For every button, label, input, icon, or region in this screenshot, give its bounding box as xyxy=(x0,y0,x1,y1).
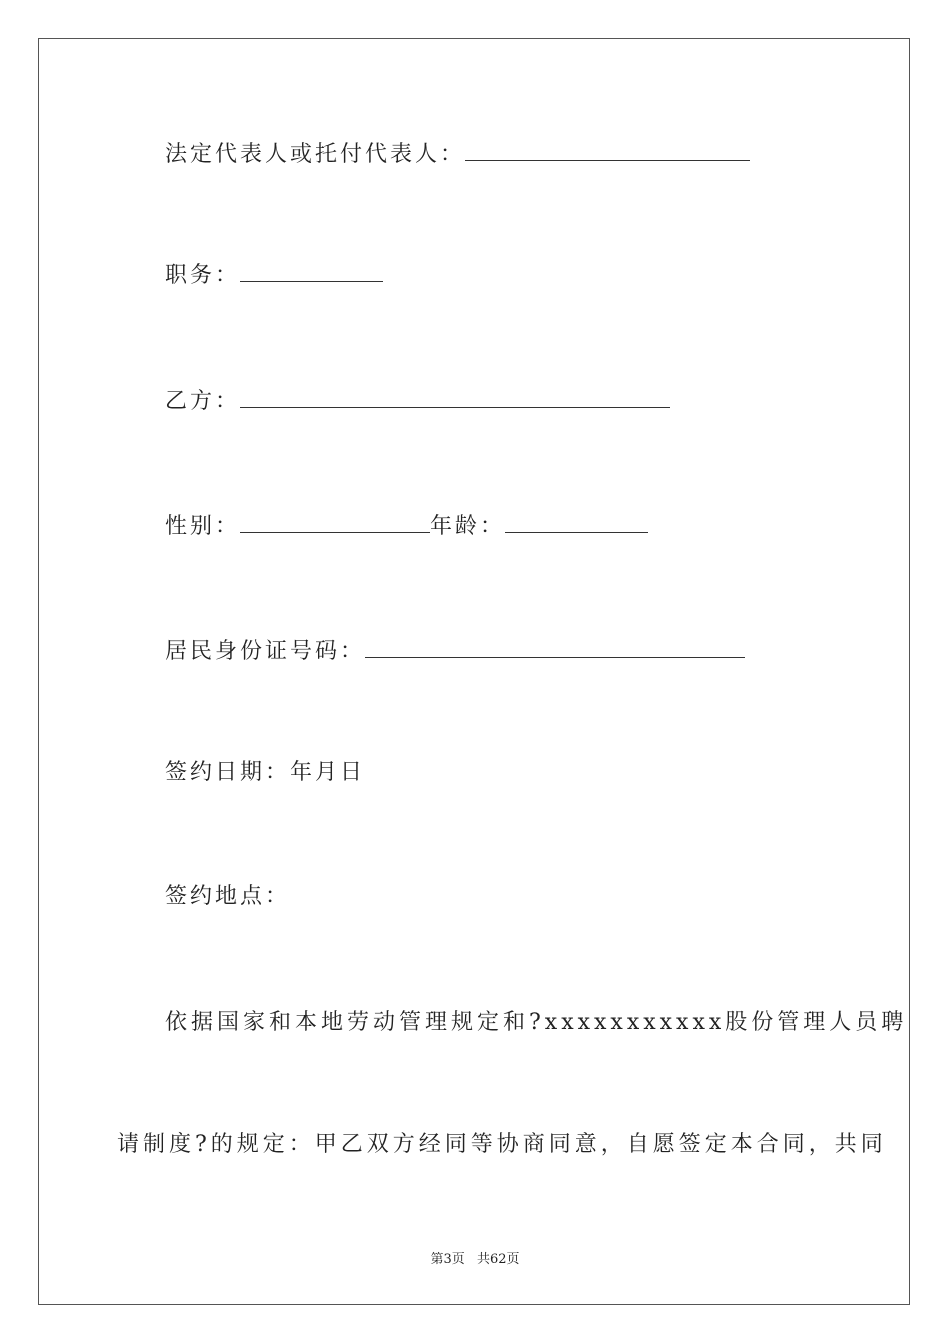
page-number: 第3页 xyxy=(430,1252,465,1267)
legal-rep-label: 法定代表人或托付代表人： xyxy=(165,142,466,167)
id-number-label: 居民身份证号码： xyxy=(165,639,366,664)
position-blank[interactable] xyxy=(240,259,383,282)
legal-rep-blank[interactable] xyxy=(465,138,750,161)
total-pages: 共62页 xyxy=(476,1252,520,1267)
paragraph-line-1: 依据国家和本地劳动管理规定和?xxxxxxxxxxx股份管理人员聘 xyxy=(165,1010,908,1035)
sign-place-label: 签约地点： xyxy=(165,884,291,909)
id-number-row xyxy=(165,635,745,667)
sign-date-label: 签约日期：年月日 xyxy=(165,760,366,785)
gender-age-row xyxy=(165,510,648,542)
legal-rep-row xyxy=(165,138,750,170)
position-row xyxy=(165,259,383,291)
gender-label: 性别： xyxy=(165,514,241,539)
paragraph-line-2: 请制度?的规定：甲乙双方经同等协商同意，自愿签定本合同，共同 xyxy=(117,1132,887,1157)
age-blank[interactable] xyxy=(505,510,648,533)
position-label: 职务： xyxy=(165,263,241,288)
age-label: 年龄： xyxy=(430,514,506,539)
page-border xyxy=(38,38,910,1305)
party-b-label: 乙方： xyxy=(165,389,241,414)
gender-blank[interactable] xyxy=(240,510,430,533)
party-b-blank[interactable] xyxy=(240,385,670,408)
sign-date-row xyxy=(165,758,365,788)
id-number-blank[interactable] xyxy=(365,635,745,658)
page-footer xyxy=(0,1248,950,1267)
sign-place-row xyxy=(165,882,290,912)
party-b-row xyxy=(165,385,670,417)
